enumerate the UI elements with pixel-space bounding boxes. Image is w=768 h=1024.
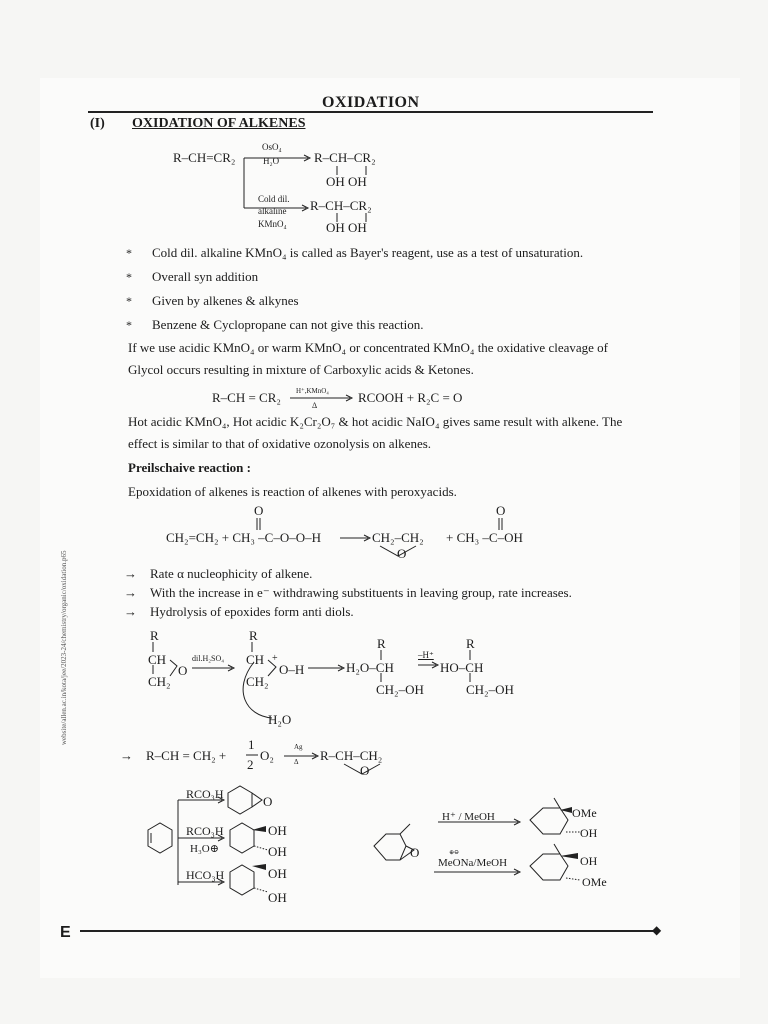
mco-product-1-ring [530, 808, 568, 834]
rxn4-arrow [284, 753, 318, 759]
hyd-ch2oh-1: CH₂–OH [376, 682, 424, 697]
footer-letter: E [60, 924, 71, 941]
mco-arrow-2 [434, 869, 520, 875]
rxn1-reagent-bot3: KMnO₄ [258, 219, 287, 229]
rxn1-top-bonds [337, 166, 366, 175]
peracid-arrow-3 [178, 879, 224, 885]
peracid-oh-2a: OH [268, 823, 287, 838]
wedge-bond-3 [560, 807, 572, 813]
peracid-reagent-2b: H₃O⊕ [190, 843, 219, 855]
hyd-curved-arrow [243, 662, 272, 718]
para1-line2: Glycol occurs resulting in mixture of Carboxylic acids & Ketones. [128, 362, 474, 377]
hyd-o1: O [178, 663, 188, 678]
rxn4-lhs: R–CH = CH₂ + [146, 748, 227, 763]
bullet-star: * [126, 270, 132, 284]
hyd-arrow-1 [192, 665, 234, 671]
arrow-item-1: Rate α nucleophicity of alkene. [150, 566, 313, 581]
mco-hexagon [374, 834, 406, 860]
rxn1-oh-bot: OH OH [326, 220, 367, 235]
hyd-ch2: CH [246, 652, 265, 667]
hash-bond-2 [254, 888, 268, 892]
bullet-star: * [126, 318, 132, 332]
rxn1-reagent-top2: H₂O [263, 156, 280, 166]
wedge-bond-2 [252, 864, 266, 870]
rxn1-oh-top: OH OH [326, 174, 367, 189]
arrow-bullet-icon: → [124, 604, 137, 619]
rxn4-catalyst: Ag [294, 743, 303, 751]
hyd-r1: R [150, 628, 159, 643]
rxn2-rhs: RCOOH + R₂C = O [358, 390, 463, 405]
epoxide-ring-o [252, 793, 262, 807]
para2-line2: effect is similar to that of oxidative ozonolysis on alkenes. [128, 436, 432, 451]
rxn4-rhs: R–CH–CH₂ [320, 748, 383, 763]
rxn4-ring-o: O [360, 763, 370, 778]
hyd-r4: R [466, 636, 475, 651]
footer-diamond-icon: ◆ [652, 923, 662, 937]
mco-product-2-methyl [554, 844, 560, 854]
page-title: OXIDATION [322, 94, 420, 111]
hash-bond-4 [566, 878, 580, 880]
rxn1-product-top: R–CH–CR₂ [314, 150, 376, 165]
peracid-reagent-1: RCO₃H [186, 787, 224, 801]
arrow-bullet-icon: → [124, 566, 137, 581]
bullet-3: Given by alkenes & alkynes [152, 293, 299, 308]
peracid-epoxide-o: O [263, 794, 273, 809]
mco-product-2-ring [530, 854, 568, 880]
section-heading: OXIDATION OF ALKENES [132, 116, 306, 131]
para1-line1: If we use acidic KMnO₄ or warm KMnO₄ or concentrated KMnO₄ the oxidative cleavage of [128, 340, 608, 355]
hyd-h-plus: –H⁺ [418, 650, 434, 660]
hyd-h2o-ch: H₂O–CH [346, 660, 394, 675]
mco-methyl [400, 824, 410, 834]
rxn2-lhs: R–CH = CR₂ [212, 390, 281, 405]
mco-p1-oh: OH [580, 826, 598, 840]
hyd-arrow-3 [418, 662, 438, 668]
para2-line1: Hot acidic KMnO₄, Hot acidic K₂Cr₂O₇ & hot acidic NaIO₄ gives same result with alkene. The [128, 414, 623, 429]
rxn3-carbonyl-o2: O [496, 503, 506, 518]
mco-charges: ⊕⊖ [449, 850, 460, 856]
section-number: (I) [90, 116, 105, 131]
rxn3-acid: + CH₃ –C–OH [446, 530, 523, 545]
mco-product-1-methyl [554, 798, 560, 808]
rxn1-reactant: R–CH=CR₂ [173, 150, 236, 165]
rxn1-reagent-bot1: Cold dil. [258, 194, 290, 204]
rxn1-product-bot: R–CH–CR₂ [310, 198, 372, 213]
rxn4-epoxide-ring [344, 764, 380, 774]
hyd-plus: + [272, 653, 278, 664]
diol-hexagon-1 [230, 823, 254, 853]
peracid-arrow-2 [178, 835, 224, 841]
prilezhaev-heading: Preilschaive reaction : [128, 460, 251, 475]
epoxide-hexagon [228, 786, 252, 814]
mco-p1-ome: OMe [572, 806, 597, 820]
rxn2-reagent: H⁺,KMnO₄ [296, 387, 329, 395]
hyd-arrow-2 [308, 665, 344, 671]
rxn4-o2: O₂ [260, 748, 274, 763]
rxn3-epoxide-ring [380, 546, 416, 556]
hyd-ch2-1: CH₂ [148, 674, 171, 689]
rxn1-reagent-bot2: alkaline [258, 206, 287, 216]
hyd-h2o-nucleophile: H₂O [268, 712, 292, 727]
peracid-arrow-1 [178, 797, 224, 803]
rxn2-delta: Δ [312, 401, 318, 410]
rxn3-co1 [257, 518, 260, 530]
rxn2-arrow [290, 395, 352, 401]
bullet-star: * [126, 294, 132, 308]
peracid-oh-2b: OH [268, 844, 287, 859]
margin-file-path: website/allen.ac.in/kota/jee/2023-24/chemistry/organic/oxidation.p65 [60, 550, 68, 745]
hyd-ch2-2: CH₂ [246, 674, 269, 689]
mco-p2-oh: OH [580, 854, 598, 868]
peracid-oh-3b: OH [268, 890, 287, 905]
bullet-1: Cold dil. alkaline KMnO₄ is called as Bayer's reagent, use as a test of unsaturation. [152, 245, 584, 260]
mco-cond2: MeONa/MeOH [438, 857, 508, 869]
mco-p2-ome: OMe [582, 875, 607, 889]
hyd-r2: R [249, 628, 258, 643]
rxn4-frac-bot: 2 [247, 757, 254, 772]
bullet-2: Overall syn addition [152, 269, 259, 284]
hyd-ring-1 [170, 660, 177, 676]
arrow-bullet-icon: → [124, 585, 137, 600]
hyd-r3: R [377, 636, 386, 651]
rxn4-delta: Δ [294, 758, 299, 766]
arrow-item-3: Hydrolysis of epoxides form anti diols. [150, 604, 354, 619]
rxn1-bot-bonds [337, 213, 366, 222]
mco-cond1: H⁺ / MeOH [442, 811, 495, 823]
peracid-reagent-3: HCO₃H [186, 868, 225, 882]
hyd-reagent: dil.H₂SO₄ [192, 654, 225, 663]
peracid-oh-3a: OH [268, 866, 287, 881]
hyd-ch2oh-2: CH₂–OH [466, 682, 514, 697]
rxn3-co2 [499, 518, 502, 530]
rxn3-product: CH₂–CH₂ [372, 530, 424, 545]
mco-ring-o: O [410, 845, 420, 860]
rxn3-carbonyl-o1: O [254, 503, 264, 518]
hash-bond-1 [254, 846, 268, 850]
cyclohexene-ring [148, 823, 172, 853]
diol-hexagon-2 [230, 865, 254, 895]
mco-arrow-1 [438, 819, 520, 825]
arrow-bullet-icon: → [120, 748, 133, 763]
hyd-ring-2 [268, 660, 276, 676]
rxn1-reagent-top1: OsO₄ [262, 142, 282, 152]
rxn3-lhs: CH₂=CH₂ + CH₃ –C–O–O–H [166, 530, 322, 545]
rxn4-frac-top: 1 [248, 737, 255, 752]
epoxidation-text: Epoxidation of alkenes is reaction of alkenes with peroxyacids. [128, 484, 457, 499]
arrow-item-2: With the increase in e⁻ withdrawing substituents in leaving group, rate increases. [150, 585, 572, 600]
hyd-ch1: CH [148, 652, 167, 667]
rxn3-arrow [340, 535, 370, 541]
hyd-oh-plus: O–H [279, 662, 305, 677]
bullet-star: * [126, 246, 132, 260]
peracid-reagent-2a: RCO₃H [186, 824, 224, 838]
bullet-4: Benzene & Cyclopropane can not give this reaction. [152, 317, 424, 332]
mco-epoxide [400, 846, 414, 860]
rxn3-ring-o: O [397, 546, 407, 561]
hyd-ho-ch: HO–CH [440, 660, 484, 675]
